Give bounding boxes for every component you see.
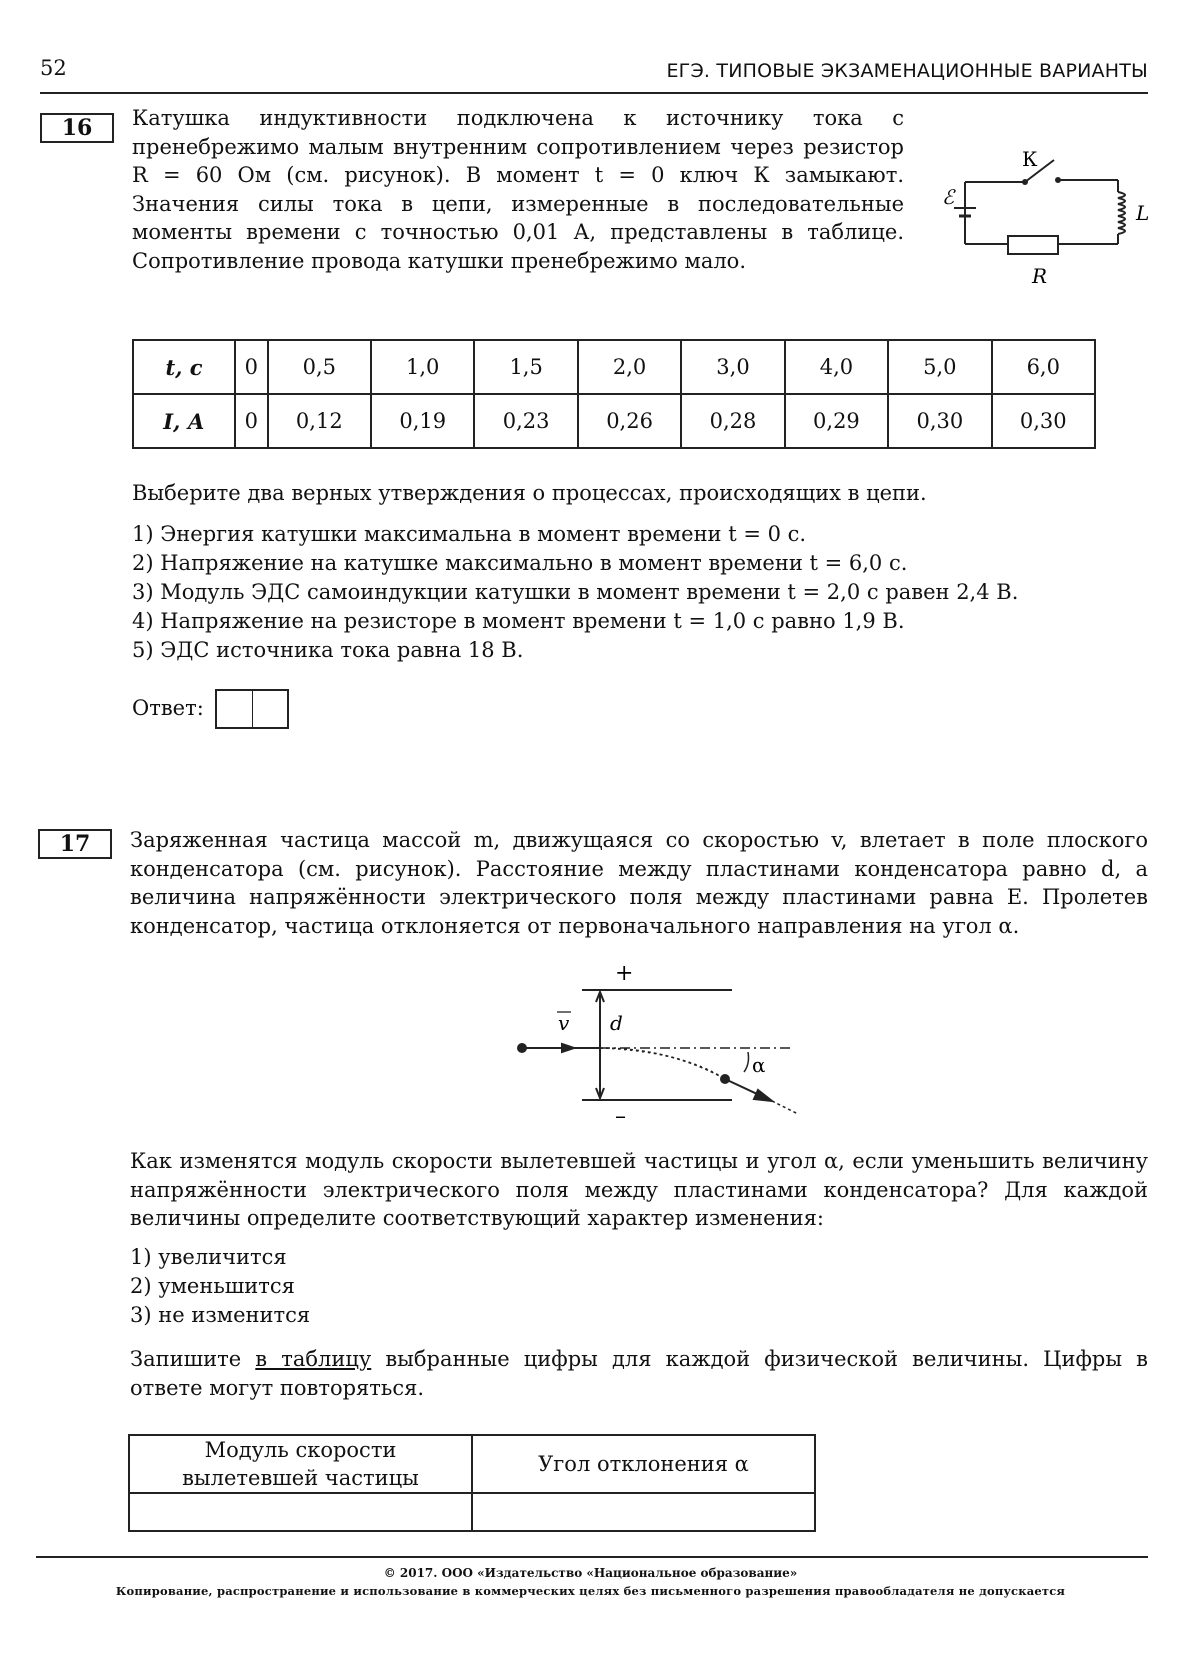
time-cell: 1,5	[474, 340, 577, 394]
page-number: 52	[40, 56, 67, 80]
time-cell: 3,0	[681, 340, 784, 394]
time-cell: 0	[235, 340, 268, 394]
question-16-options	[132, 520, 1018, 665]
resistor-label: R	[1032, 264, 1048, 288]
column-speed-header	[129, 1435, 472, 1493]
option-item: 3) Модуль ЭДС самоиндукции катушки в момент времени t = 2,0 с равен 2,4 В.	[132, 580, 1019, 604]
answer-digit-1[interactable]	[217, 691, 253, 727]
answer-input-16[interactable]	[215, 689, 289, 729]
header-title: ЕГЭ. ТИПОВЫЕ ЭКЗАМЕНАЦИОННЫЕ ВАРИАНТЫ	[666, 60, 1148, 82]
question-16-number: 16	[61, 115, 93, 141]
current-cell: 0,29	[785, 394, 888, 448]
answer-table-17	[128, 1434, 816, 1532]
answer-table-header-row	[129, 1435, 815, 1493]
footer-copyright: © 2017. ООО «Издательство «Национальное образование»	[383, 1566, 798, 1580]
instruction-underlined: в таблицу	[255, 1347, 372, 1371]
footer-divider	[36, 1556, 1148, 1558]
angle-label: α	[752, 1053, 766, 1077]
answer-table-input-row	[129, 1493, 815, 1531]
time-cell: 4,0	[785, 340, 888, 394]
answer-speed-cell[interactable]	[129, 1493, 472, 1531]
emf-label: ℰ	[942, 185, 955, 209]
time-cell: 6,0	[992, 340, 1095, 394]
instruction-suffix: выбранные цифры для каждой физической величины. Цифры в ответе могут повторяться.	[130, 1347, 1148, 1400]
plus-label: +	[615, 961, 634, 986]
current-cell: 0,19	[371, 394, 474, 448]
column-angle-header: Угол отклонения α	[472, 1435, 815, 1493]
key-label: К	[1022, 147, 1038, 171]
minus-label: –	[615, 1104, 626, 1129]
option-item: 2) уменьшится	[130, 1274, 295, 1298]
current-cell: 0,30	[888, 394, 991, 448]
current-row	[133, 394, 1095, 448]
column-speed-line2: вылетевшей частицы	[182, 1466, 419, 1490]
current-header: I, А	[133, 394, 235, 448]
time-cell: 5,0	[888, 340, 991, 394]
velocity-label: v	[558, 1011, 570, 1035]
header-divider	[40, 92, 1148, 94]
question-16-text: Катушка индуктивности подключена к источнику тока с пренебрежимо малым внутренним сопротивлением через резистор R = 60 Ом (см. рисунок). В момент t = 0 ключ К замыкают. Значения силы тока в цепи, измеренные в последовательные моменты времени с точностью 0,01 А, представлены в таблице. Сопротивление провода катушки пренебрежимо мало.	[132, 106, 904, 273]
current-cell: 0,23	[474, 394, 577, 448]
answer-digit-2[interactable]	[253, 691, 288, 727]
current-cell: 0,28	[681, 394, 784, 448]
option-item: 5) ЭДС источника тока равна 18 В.	[132, 638, 524, 662]
option-item: 2) Напряжение на катушке максимально в момент времени t = 6,0 с.	[132, 551, 908, 575]
instruction-prefix: Запишите	[130, 1347, 256, 1371]
question-17-options	[130, 1243, 310, 1330]
current-time-table	[132, 339, 1096, 449]
time-header: t, с	[133, 340, 235, 394]
time-cell: 1,0	[371, 340, 474, 394]
time-row	[133, 340, 1095, 394]
current-cell: 0,26	[578, 394, 681, 448]
option-item: 1) увеличится	[130, 1245, 287, 1269]
question-17-number-box	[38, 829, 112, 859]
key-contact-left	[1022, 179, 1028, 185]
time-cell: 2,0	[578, 340, 681, 394]
answer-angle-cell[interactable]	[472, 1493, 815, 1531]
question-16-prompt: Выберите два верных утверждения о процессах, происходящих в цепи.	[132, 481, 927, 505]
inductor-label: L	[1136, 201, 1150, 225]
option-item: 4) Напряжение на резисторе в момент времени t = 1,0 с равно 1,9 В.	[132, 609, 905, 633]
circuit-diagram	[930, 140, 1160, 300]
option-item: 1) Энергия катушки максимальна в момент времени t = 0 с.	[132, 522, 807, 546]
answer-label: Ответ:	[132, 696, 204, 720]
distance-label: d	[610, 1011, 623, 1035]
particle-start	[517, 1043, 527, 1053]
column-speed-line1: Модуль скорости	[204, 1438, 397, 1462]
question-16-number-box	[40, 113, 114, 143]
question-17-question: Как изменятся модуль скорости вылетевшей частицы и угол α, если уменьшить величину напряжённости электрического поля между пластинами конденсатора? Для каждой величины определите соответствующий характер изменения:	[130, 1149, 1148, 1230]
key-contact-right	[1055, 177, 1061, 183]
time-cell: 0,5	[268, 340, 371, 394]
option-item: 3) не изменится	[130, 1303, 311, 1327]
question-17-text: Заряженная частица массой m, движущаяся со скоростью v, влетает в поле плоского конденсатора (см. рисунок). Расстояние между пластинами конденсатора равно d, а величина напряжённости электрического поля между пластинами равна E. Пролетев конденсатор, частица отклоняется от первоначального направления на угол α.	[130, 828, 1148, 938]
current-cell: 0,30	[992, 394, 1095, 448]
question-17-number: 17	[59, 831, 91, 857]
particle-position	[720, 1074, 730, 1084]
current-cell: 0,12	[268, 394, 371, 448]
question-17-instruction	[130, 1345, 1148, 1402]
current-cell: 0	[235, 394, 268, 448]
capacitor-diagram	[500, 960, 820, 1130]
footer-notice: Копирование, распространение и использование в коммерческих целях без письменного разрешения правообладателя не допускается	[115, 1584, 1066, 1598]
